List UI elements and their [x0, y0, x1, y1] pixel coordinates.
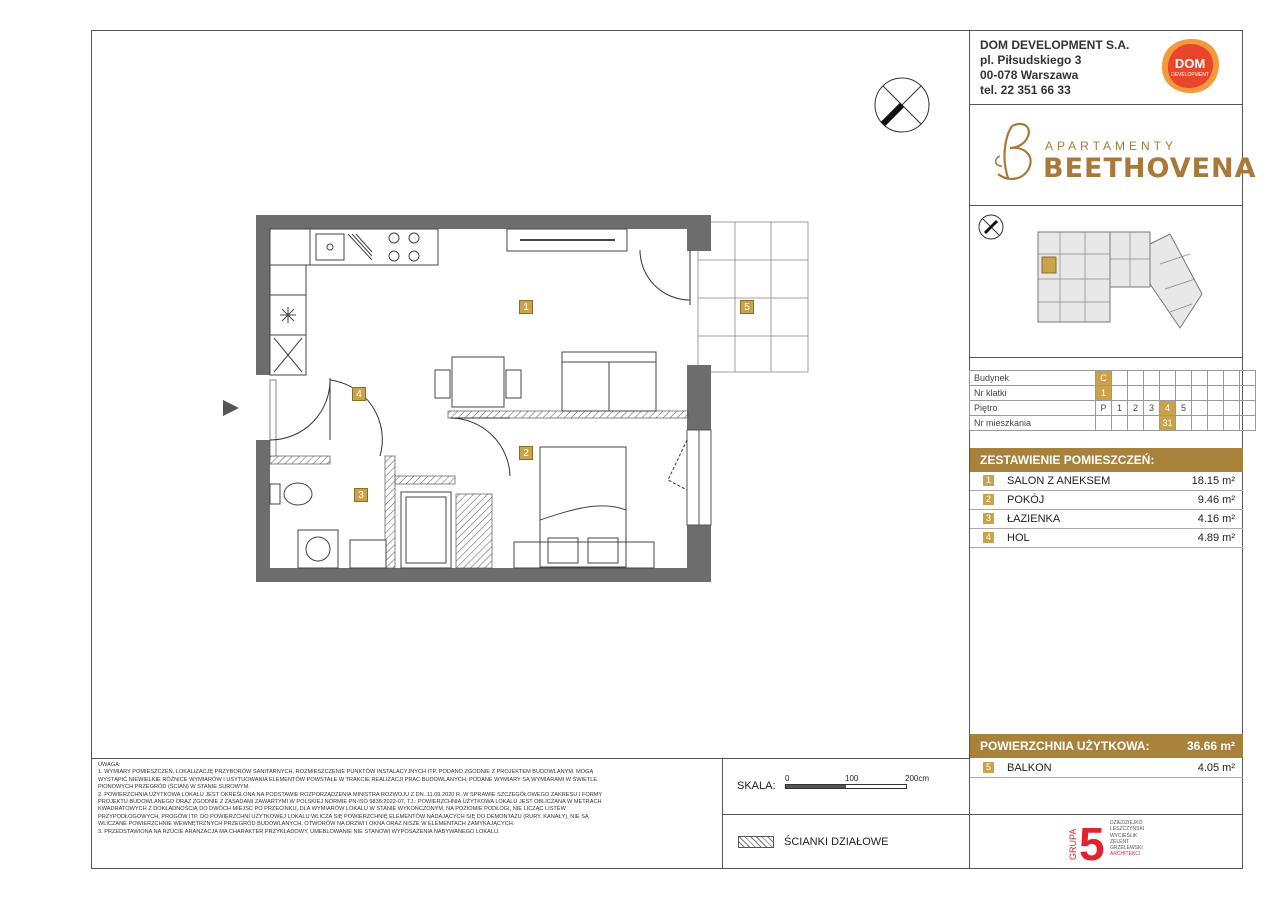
divider: [722, 814, 969, 815]
info-cell: C: [1096, 371, 1112, 386]
dom-development-logo: [1158, 36, 1222, 96]
info-label: Nr mieszkania: [970, 416, 1096, 431]
room-row: [970, 529, 1243, 548]
room-row: [970, 472, 1243, 491]
company-name: DOM DEVELOPMENT S.A.: [980, 38, 1130, 52]
architect-name: WYCIEŚLIK: [1110, 832, 1138, 839]
info-row: [970, 386, 1256, 401]
room-area: 4.89 m²: [1197, 532, 1235, 544]
info-cell: [1208, 401, 1224, 416]
total-area-bar: [970, 734, 1243, 758]
info-cell: [1224, 371, 1240, 386]
info-label: Piętro: [970, 401, 1096, 416]
scale-tick-label: 200cm: [905, 774, 930, 783]
room-row: [970, 491, 1243, 510]
note-line: PIONOWYCH PRZEGRÓD (ŚCIAN) W STANIE SUROWYM.: [98, 784, 250, 791]
info-cell: 5: [1176, 401, 1192, 416]
note-line: WYSTĄPIĆ NIEWIELKIE RÓŻNICE WYMIARÓW I USYTUOWANIA ELEMENTÓW POWSTAŁE W TRAKCIE REALIZACJI PRAC BUDOWLANYCH. PODANE WYMIARY SĄ WYMIARAMI W ŚWIETLE: [98, 776, 598, 783]
architect-name: LESZCZYŃSKI: [1110, 826, 1145, 833]
room-area: 18.15 m²: [1191, 475, 1235, 487]
info-cell: [1240, 386, 1256, 401]
info-cell: [1224, 416, 1240, 431]
info-cell: [1240, 401, 1256, 416]
room-area: 4.16 m²: [1197, 513, 1235, 525]
note-line: PRZYPODŁOGOWYCH, PROGÓW ITP. DO POWIERZCHNI UŻYTKOWEJ LOKALU WLICZA SIĘ POWIERZCHNIĘ ELEMENTÓW NADAJĄCYCH SIĘ DO DEMONTAŻU (RURY, KANAŁY), NIE SĄ: [98, 813, 589, 820]
logo-text: DOM: [1174, 56, 1206, 71]
info-cell: [1192, 416, 1208, 431]
divider: [969, 814, 1243, 815]
note-line: PROJEKTU BUDOWLANEGO ORAZ ZGODNIE Z ZASADAMI ZAWARTYMI W POLSKIEJ NORMIE PN-ISO 9836:2022-07, TJ.: POWIERZCHNIA UŻYTKOWA LOKALU JEST OBLICZANA W METRACH: [98, 799, 602, 806]
info-cell: [1160, 371, 1176, 386]
info-cell: 1: [1096, 386, 1112, 401]
notes: [98, 762, 718, 836]
note-line: 1. WYMIARY POMIESZCZEŃ, LOKALIZACJĘ PRZYBORÓW SANITARNYCH, ROZMIESZCZENIE PUNKTÓW INSTALACYJNYCH ITP. PODANO ZGODNIE Z PROJEKTEM BUDOWLANYM. MOGĄ: [98, 769, 594, 776]
floor-plan: [220, 210, 820, 590]
scale-bar: [785, 784, 907, 789]
info-cell: [1128, 386, 1144, 401]
info-cell: [1208, 371, 1224, 386]
room-label: 3: [354, 488, 368, 502]
architect-name: GRZELEWSKI: [1110, 845, 1143, 852]
architect-logo: [1066, 820, 1156, 864]
total-area-value: 36.66 m²: [1186, 739, 1235, 753]
info-cell: 3: [1144, 401, 1160, 416]
brand-title: BEETHOVENA: [1043, 153, 1257, 184]
room-number: 4: [983, 532, 994, 543]
brand-logo: [990, 116, 1257, 192]
total-area-label: POWIERZCHNIA UŻYTKOWA:: [980, 739, 1150, 753]
logo-subtext: DEVELOPMENT: [1171, 72, 1209, 78]
room-area: 4.05 m²: [1197, 762, 1235, 774]
info-cell: [1160, 386, 1176, 401]
info-cell: 31: [1160, 416, 1176, 431]
info-cell: [1112, 371, 1128, 386]
divider: [969, 104, 1243, 105]
info-cell: [1176, 371, 1192, 386]
note-line: WLICZANE POWIERZCHNIE WEWNĘTRZNYCH PRZEGRÓD BUDOWLANYCH, OTWORÓW NA DRZWI I OKNA ORAZ NISZE W ELEMENTACH ZAMYKAJĄCYCH.: [98, 821, 515, 828]
info-label: Budynek: [970, 371, 1096, 386]
company-city: 00-078 Warszawa: [980, 68, 1079, 82]
company-phone: tel. 22 351 66 33: [980, 83, 1071, 97]
architect-names: [1110, 820, 1144, 858]
scale-tick-label: 0: [785, 774, 790, 783]
info-cell: 4: [1160, 401, 1176, 416]
divider: [91, 758, 969, 759]
architect-name: ARCHITEKCI: [1110, 851, 1141, 858]
room-row: [970, 510, 1243, 529]
north-arrow-small-icon: [977, 213, 1005, 246]
rooms-header: [970, 448, 1243, 472]
note-line: 2. POWIERZCHNIA UŻYTKOWA LOKALU JEST OKREŚLONA NA PODSTAWIE ROZPORZĄDZENIA MINISTRA ROZWOJU Z DN. 11.09.2020 R. W SPRAWIE SZCZEGÓŁOWEGO ZAKRESU I FORMY: [98, 791, 603, 798]
room-number: 5: [983, 762, 994, 773]
divider: [969, 205, 1243, 206]
info-cell: [1112, 416, 1128, 431]
architect-word: GRUPA: [1068, 828, 1078, 860]
info-cell: [1112, 386, 1128, 401]
note-line: KWADRATOWYCH Z DOKŁADNOŚCIĄ DO DWÓCH MIEJSC PO PRZECINKU, DLA WYMIARÓW LOKALU W STANIE WYKOŃCZONYM, NA POZIOMIE PODŁOGI, NIE LICZĄC LISTEW: [98, 806, 566, 813]
info-row: [970, 371, 1256, 386]
info-label: Nr klatki: [970, 386, 1096, 401]
room-label: 4: [352, 387, 366, 401]
info-cell: [1128, 416, 1144, 431]
building-info-table: [969, 370, 1256, 431]
info-row: [970, 401, 1256, 416]
brand-subtitle: APARTAMENTY: [1045, 139, 1178, 153]
room-area: 9.46 m²: [1197, 494, 1235, 506]
balcony-row: [970, 759, 1243, 778]
balcony-area: [698, 222, 808, 372]
info-cell: P: [1096, 401, 1112, 416]
notes-title: UWAGA:: [98, 762, 121, 768]
scale-tick-label: 100: [845, 774, 859, 783]
info-cell: [1128, 371, 1144, 386]
info-cell: [1176, 416, 1192, 431]
entrance-arrow-icon: [223, 400, 239, 416]
info-cell: [1192, 371, 1208, 386]
divider: [969, 357, 1243, 358]
room-name: ŁAZIENKA: [1007, 513, 1061, 525]
info-cell: [1192, 401, 1208, 416]
room-number: 2: [983, 494, 994, 505]
info-cell: [1144, 371, 1160, 386]
info-cell: [1240, 371, 1256, 386]
scale-label: SKALA:: [737, 780, 776, 792]
architect-name: ZELENT: [1110, 838, 1130, 845]
info-cell: [1208, 416, 1224, 431]
info-cell: 1: [1112, 401, 1128, 416]
room-label: 5: [740, 300, 754, 314]
info-cell: 2: [1128, 401, 1144, 416]
info-cell: [1176, 386, 1192, 401]
info-cell: [1224, 401, 1240, 416]
note-line: 3. PRZEDSTAWIONA NA RZUCIE ARANŻACJA MA CHARAKTER PRZYKŁADOWY, UMEBLOWANIE NIE STANOWI WYPOSAŻENIA NABYWANEGO LOKALU.: [98, 828, 500, 835]
info-cell: [1144, 416, 1160, 431]
architect-name: DZIEDZIEJKO: [1110, 820, 1143, 826]
architect-digit: 5: [1079, 820, 1105, 864]
company-info: [980, 38, 1129, 98]
rooms-header-text: ZESTAWIENIE POMIESZCZEŃ:: [980, 453, 1155, 467]
room-label: 2: [519, 446, 533, 460]
info-cell: [1240, 416, 1256, 431]
company-street: pl. Piłsudskiego 3: [980, 53, 1082, 67]
room-name: HOL: [1007, 532, 1030, 544]
north-arrow-icon: [873, 76, 931, 139]
room-name: SALON Z ANEKSEM: [1007, 475, 1111, 487]
room-label: 1: [519, 300, 533, 314]
info-row: [970, 416, 1256, 431]
room-number: 1: [983, 475, 994, 486]
room-name: POKÓJ: [1007, 494, 1045, 506]
key-plan: [1030, 224, 1205, 341]
info-cell: [1144, 386, 1160, 401]
room-name: BALKON: [1007, 762, 1052, 774]
info-cell: [1224, 386, 1240, 401]
legend-swatch: [738, 836, 774, 848]
info-cell: [1208, 386, 1224, 401]
room-number: 3: [983, 513, 994, 524]
info-cell: [1096, 416, 1112, 431]
legend-label: ŚCIANKI DZIAŁOWE: [784, 836, 889, 848]
info-cell: [1192, 386, 1208, 401]
